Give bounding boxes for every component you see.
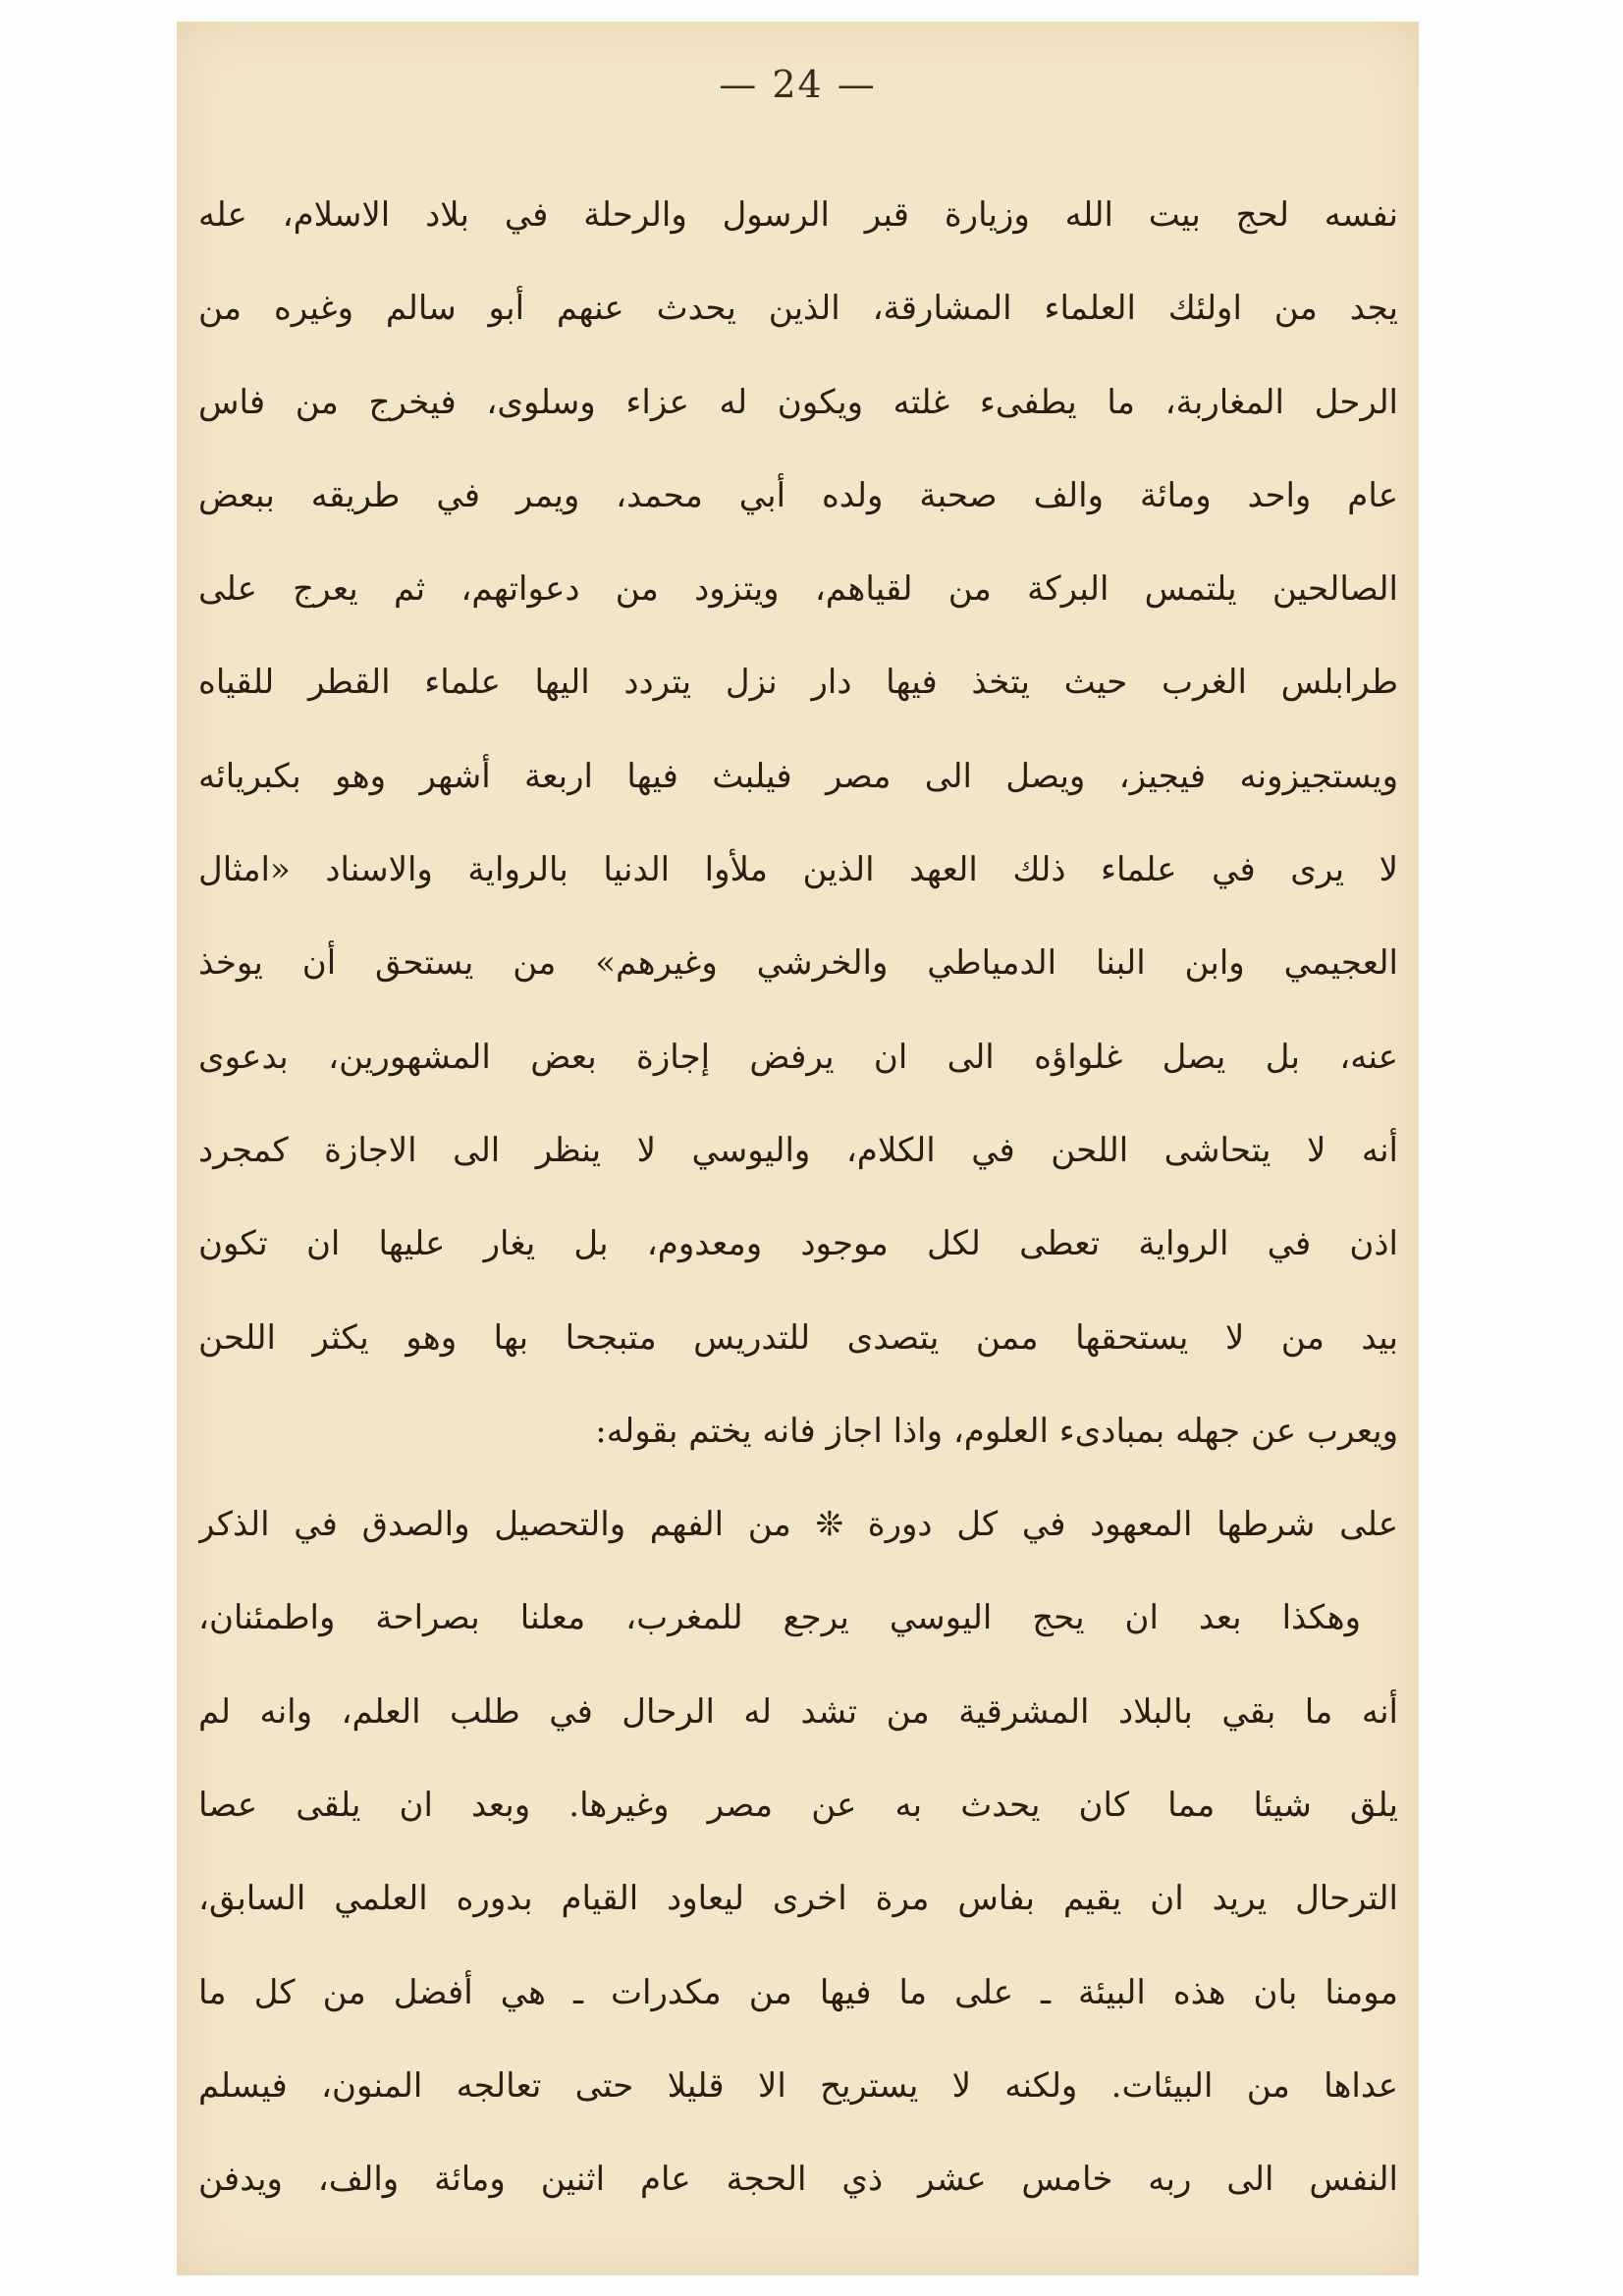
text-line-2: يجد من اولئك العلماء المشارقة، الذين يحدث عنهم أبو سالم وغيره من — [198, 289, 1398, 329]
text-line-8: لا يرى في علماء ذلك العهد الذين ملأوا الدنيا بالرواية والاسناد «امثال — [198, 850, 1398, 890]
page-number: — 24 — — [719, 63, 877, 106]
book-page — [177, 22, 1419, 2275]
text-line-10: عنه، بل يصل غلواؤه الى ان يرفض إجازة بعض المشهورين، بدعوى — [198, 1037, 1398, 1077]
text-line-18: يلق شيئا مما كان يحدث به عن مصر وغيرها. وبعد ان يلقى عصا — [198, 1786, 1398, 1826]
text-line-19: الترحال يريد ان يقيم بفاس مرة اخرى ليعاود القيام بدوره العلمي السابق، — [198, 1879, 1398, 1919]
text-line-5: الصالحين يلتمس البركة من لقياهم، ويتزود من دعواتهم، ثم يعرج على — [198, 569, 1398, 610]
text-line-16: وهكذا بعد ان يحج اليوسي يرجع للمغرب، معلنا بصراحة واطمئنان، — [198, 1598, 1361, 1638]
text-line-9: العجيمي وابن البنا الدمياطي والخرشي وغيرهم» من يستحق أن يوخذ — [198, 943, 1398, 984]
text-line-12: اذن في الرواية تعطى لكل موجود ومعدوم، بل يغار عليها ان تكون — [198, 1224, 1398, 1264]
text-line-4: عام واحد ومائة والف صحبة ولده أبي محمد، ويمر في طريقه ببعض — [198, 475, 1398, 515]
text-line-22: النفس الى ربه خامس عشر ذي الحجة عام اثنين ومائة والف، ويدفن — [198, 2160, 1398, 2200]
text-line-11: أنه لا يتحاشى اللحن في الكلام، واليوسي لا ينظر الى الاجازة كمجرد — [198, 1130, 1398, 1170]
text-line-14: ويعرب عن جهله بمبادىء العلوم، واذا اجاز فانه يختم بقوله: — [595, 1411, 1398, 1451]
text-line-3: الرحل المغاربة، ما يطفىء غلته ويكون له عزاء وسلوى، فيخرج من فاس — [198, 382, 1398, 422]
text-line-1: نفسه لحج بيت الله وزيارة قبر الرسول والرحلة في بلاد الاسلام، عله — [198, 195, 1398, 235]
verse-line: على شرطها المعهود في كل دورة ❊ من الفهم والتحصيل والصدق في الذكر — [198, 1505, 1398, 1545]
text-line-6: طرابلس الغرب حيث يتخذ فيها دار نزل يتردد اليها علماء القطر للقياه — [198, 663, 1398, 703]
body-text — [198, 169, 1398, 2227]
text-line-7: ويستجيزونه فيجيز، ويصل الى مصر فيلبث فيها اربعة أشهر وهو بكبريائه — [198, 756, 1398, 796]
text-line-20: مومنا بان هذه البيئة ـ على ما فيها من مكدرات ـ هي أفضل من كل ما — [198, 1972, 1398, 2012]
text-line-21: عداها من البيئات. ولكنه لا يستريح الا قليلا حتى تعالجه المنون، فيسلم — [198, 2065, 1398, 2106]
text-line-13: بيد من لا يستحقها ممن يتصدى للتدريس متبجحا بها وهو يكثر اللحن — [198, 1317, 1398, 1358]
text-line-17: أنه ما بقي بالبلاد المشرقية من تشد له الرحال في طلب العلم، وانه لم — [198, 1691, 1398, 1732]
